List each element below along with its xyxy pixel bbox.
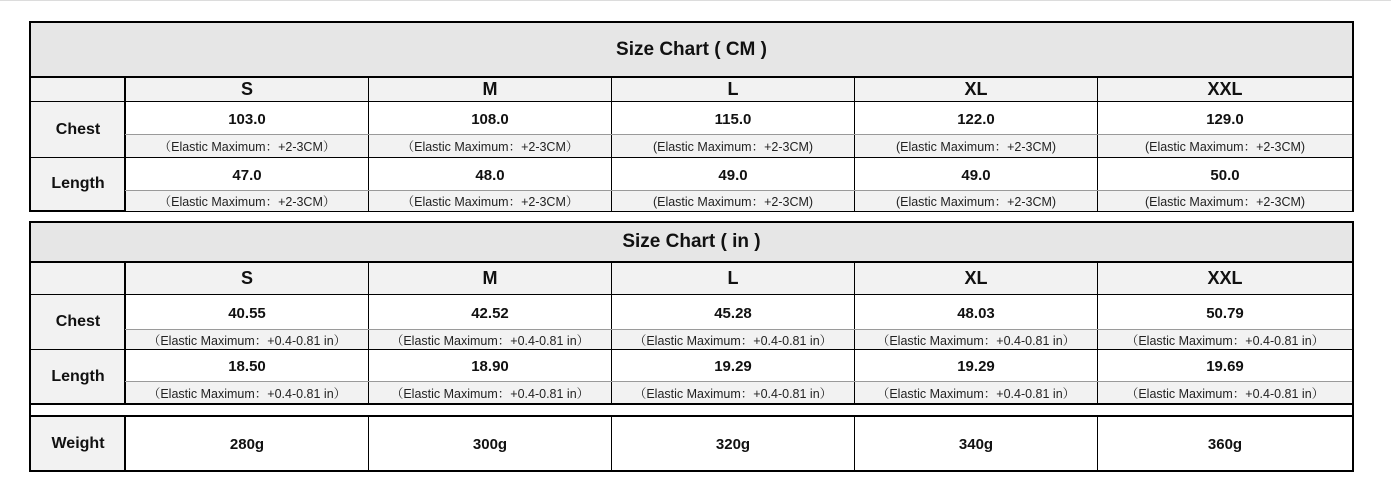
header-corner — [31, 78, 125, 101]
chest-elastic-note: （Elastic Maximum：+0.4-0.81 in） — [125, 330, 368, 349]
length-elastic-note: （Elastic Maximum：+0.4-0.81 in） — [854, 382, 1097, 403]
column-header-xxl: XXL — [1097, 263, 1352, 294]
column-header-s: S — [125, 78, 368, 101]
row-label-chest: Chest — [31, 102, 125, 157]
chest-value-cell: 42.52 — [368, 295, 611, 329]
weight-value-cell: 360g — [1097, 417, 1352, 470]
length-elastic-note: （Elastic Maximum：+0.4-0.81 in） — [125, 382, 368, 403]
column-header-l: L — [611, 78, 854, 101]
length-value-cell: 19.69 — [1097, 350, 1352, 381]
chest-value-cell: 103.0 — [125, 102, 368, 134]
length-elastic-note: (Elastic Maximum：+2-3CM) — [1097, 191, 1352, 211]
row-label-length: Length — [31, 158, 125, 210]
length-value-cell: 19.29 — [611, 350, 854, 381]
weight-value-cell: 340g — [854, 417, 1097, 470]
column-header-xxl: XXL — [1097, 78, 1352, 101]
chest-value-cell: 108.0 — [368, 102, 611, 134]
length-elastic-note: （Elastic Maximum：+2-3CM） — [368, 191, 611, 211]
length-value-cell: 50.0 — [1097, 158, 1352, 190]
chest-value-cell: 129.0 — [1097, 102, 1352, 134]
row-label-chest: Chest — [31, 295, 125, 349]
length-elastic-note: (Elastic Maximum：+2-3CM) — [611, 191, 854, 211]
length-value-cell: 47.0 — [125, 158, 368, 190]
length-value-cell: 18.90 — [368, 350, 611, 381]
chest-elastic-note: （Elastic Maximum：+0.4-0.81 in） — [854, 330, 1097, 349]
length-elastic-note: （Elastic Maximum：+2-3CM） — [125, 191, 368, 211]
length-elastic-note: （Elastic Maximum：+0.4-0.81 in） — [368, 382, 611, 403]
weight-value-cell: 320g — [611, 417, 854, 470]
column-header-m: M — [368, 263, 611, 294]
chest-value-cell: 50.79 — [1097, 295, 1352, 329]
chest-value-cell: 45.28 — [611, 295, 854, 329]
header-corner — [31, 263, 125, 294]
chest-elastic-note: (Elastic Maximum：+2-3CM) — [1097, 135, 1352, 157]
chest-elastic-note: （Elastic Maximum：+0.4-0.81 in） — [1097, 330, 1352, 349]
column-header-s: S — [125, 263, 368, 294]
length-value-cell: 49.0 — [611, 158, 854, 190]
length-value-cell: 19.29 — [854, 350, 1097, 381]
weight-value-cell: 300g — [368, 417, 611, 470]
chest-elastic-note: （Elastic Maximum：+2-3CM） — [368, 135, 611, 157]
length-elastic-note: （Elastic Maximum：+0.4-0.81 in） — [1097, 382, 1352, 403]
row-label-weight: Weight — [31, 417, 125, 470]
length-elastic-note: (Elastic Maximum：+2-3CM) — [854, 191, 1097, 211]
chest-elastic-note: (Elastic Maximum：+2-3CM) — [611, 135, 854, 157]
column-header-l: L — [611, 263, 854, 294]
size-chart-inch-table — [29, 221, 1354, 472]
chest-value-cell: 48.03 — [854, 295, 1097, 329]
column-header-m: M — [368, 78, 611, 101]
weight-value-cell: 280g — [125, 417, 368, 470]
size-chart-cm-table — [29, 21, 1354, 212]
chest-value-cell: 40.55 — [125, 295, 368, 329]
length-value-cell: 18.50 — [125, 350, 368, 381]
chest-elastic-note: （Elastic Maximum：+0.4-0.81 in） — [368, 330, 611, 349]
column-header-xl: XL — [854, 78, 1097, 101]
row-label-length: Length — [31, 350, 125, 403]
top-divider — [0, 0, 1391, 1]
column-header-xl: XL — [854, 263, 1097, 294]
chest-elastic-note: （Elastic Maximum：+2-3CM） — [125, 135, 368, 157]
length-value-cell: 49.0 — [854, 158, 1097, 190]
length-elastic-note: （Elastic Maximum：+0.4-0.81 in） — [611, 382, 854, 403]
table-title: Size Chart ( in ) — [31, 223, 1352, 261]
length-value-cell: 48.0 — [368, 158, 611, 190]
chest-value-cell: 115.0 — [611, 102, 854, 134]
chest-value-cell: 122.0 — [854, 102, 1097, 134]
chest-elastic-note: (Elastic Maximum：+2-3CM) — [854, 135, 1097, 157]
chest-elastic-note: （Elastic Maximum：+0.4-0.81 in） — [611, 330, 854, 349]
table-title: Size Chart ( CM ) — [31, 23, 1352, 76]
